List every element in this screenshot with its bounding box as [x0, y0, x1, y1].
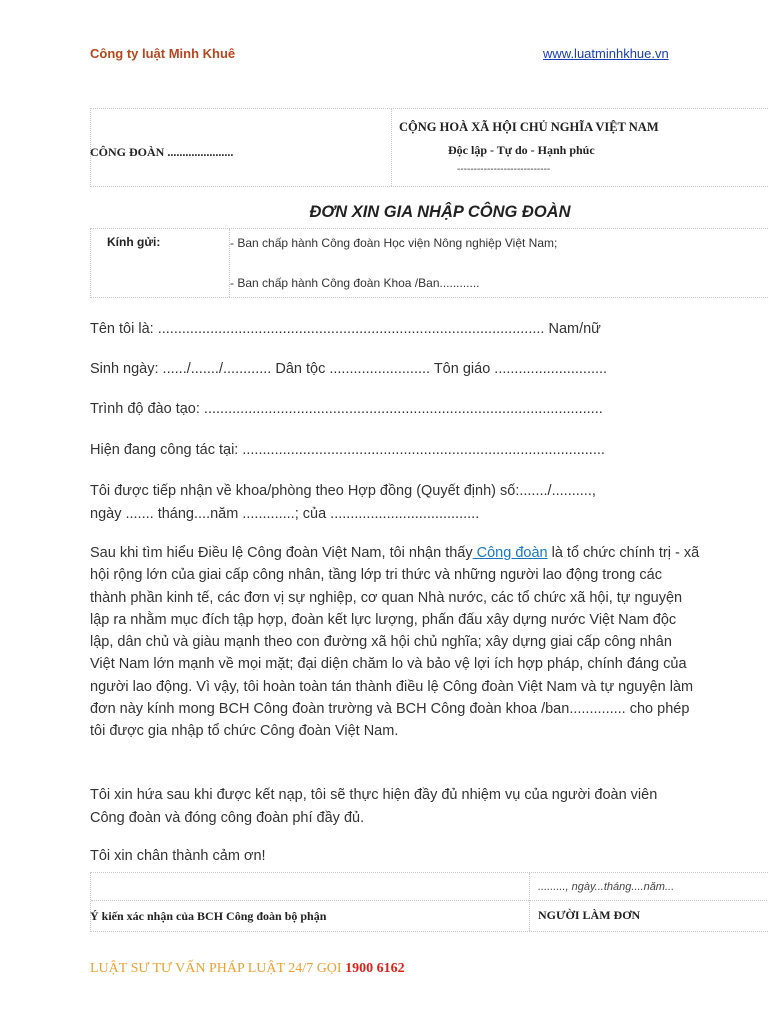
union-confirmation-label: Ý kiến xác nhận của BCH Công đoàn bộ phận: [90, 909, 327, 923]
field-education: Trình độ đào tạo: ...................................................................................................: [90, 401, 603, 417]
website-link[interactable]: www.luatminhkhue.vn: [543, 46, 669, 61]
footer-phone[interactable]: 1900 6162: [345, 961, 405, 976]
body-paragraph: [90, 542, 700, 743]
field-contract-date: ngày ....... tháng....năm .............; của .....................................: [90, 506, 480, 522]
signature-table-row-divider: [91, 900, 768, 901]
recipients-label: Kính gửi:: [107, 235, 161, 249]
signature-table-col-divider: [529, 873, 530, 931]
national-motto: Độc lập - Tự do - Hạnh phúc: [448, 143, 595, 157]
field-workplace: Hiện đang công tác tại: ..........................................................................................: [90, 442, 605, 458]
cong-doan-link[interactable]: Công đoàn: [472, 545, 548, 561]
thanks-line: Tôi xin chân thành cảm ơn!: [90, 848, 266, 864]
company-name: Công ty luật Minh Khuê: [90, 46, 236, 61]
field-contract-number: Tôi được tiếp nhận về khoa/phòng theo Hợp đồng (Quyết định) số:......./..........,: [90, 483, 596, 499]
republic-name: CỘNG HOÀ XÃ HỘI CHỦ NGHĨA VIỆT NAM: [399, 120, 659, 134]
union-name: CÔNG ĐOÀN ......................: [90, 145, 234, 159]
motto-underline: ----------------------------: [457, 164, 551, 175]
body-text-after-link: là tổ chức chính trị - xã hội rộng lớn của giai cấp công nhân, tầng lớp tri thức và những người lao động trong các thành phần kinh tế, các đơn vị sự nghiệp, cơ quan Nhà nước, các tổ chức xã hội, tự nguyện lập ra nhằm mục đích tập hợp, đoàn kết lực lượng, phấn đấu xây dựng nước Việt Nam độc lập, dân chủ và giàu mạnh theo con đường xã hội chủ nghĩa; xây dựng giai cấp công nhân Việt Nam lớn mạnh về mọi mặt; đại diện chăm lo và bảo vệ lợi ích hợp pháp, chính đáng của người lao động. Vì vậy, tôi hoàn toàn tán thành điều lệ Công đoàn Việt Nam và tự nguyện làm đơn này kính mong BCH Công đoàn trường và BCH Công đoàn khoa /ban.............. cho phép tôi được gia nhập tổ chức Công đoàn Việt Nam.: [90, 545, 700, 740]
document-title: ĐƠN XIN GIA NHẬP CÔNG ĐOÀN: [309, 203, 571, 221]
footer-hotline: [90, 961, 405, 977]
header-table-divider: [391, 109, 392, 186]
signature-date: ........., ngày...tháng....năm...: [538, 881, 675, 893]
field-birth: Sinh ngày: ....../......./............ Dân tộc ......................... Tôn giáo ............................: [90, 361, 608, 377]
footer-text: LUẬT SƯ TƯ VẤN PHÁP LUẬT 24/7 GỌI: [90, 961, 342, 976]
body-text-before-link: Sau khi tìm hiểu Điều lệ Công đoàn Việt Nam, tôi nhận thấy: [90, 545, 473, 561]
promise-paragraph: Tôi xin hứa sau khi được kết nạp, tôi sẽ thực hiện đầy đủ nhiệm vụ của người đoàn viên Công đoàn và đóng công đoàn phí đầy đủ.: [90, 787, 658, 826]
applicant-label: NGƯỜI LÀM ĐƠN: [538, 908, 641, 922]
recipient-line-2: - Ban chấp hành Công đoàn Khoa /Ban............: [230, 276, 480, 290]
recipient-line-1: - Ban chấp hành Công đoàn Học viện Nông nghiệp Việt Nam;: [230, 236, 558, 250]
field-name: Tên tôi là: ................................................................................................ Nam/nữ: [90, 321, 601, 337]
